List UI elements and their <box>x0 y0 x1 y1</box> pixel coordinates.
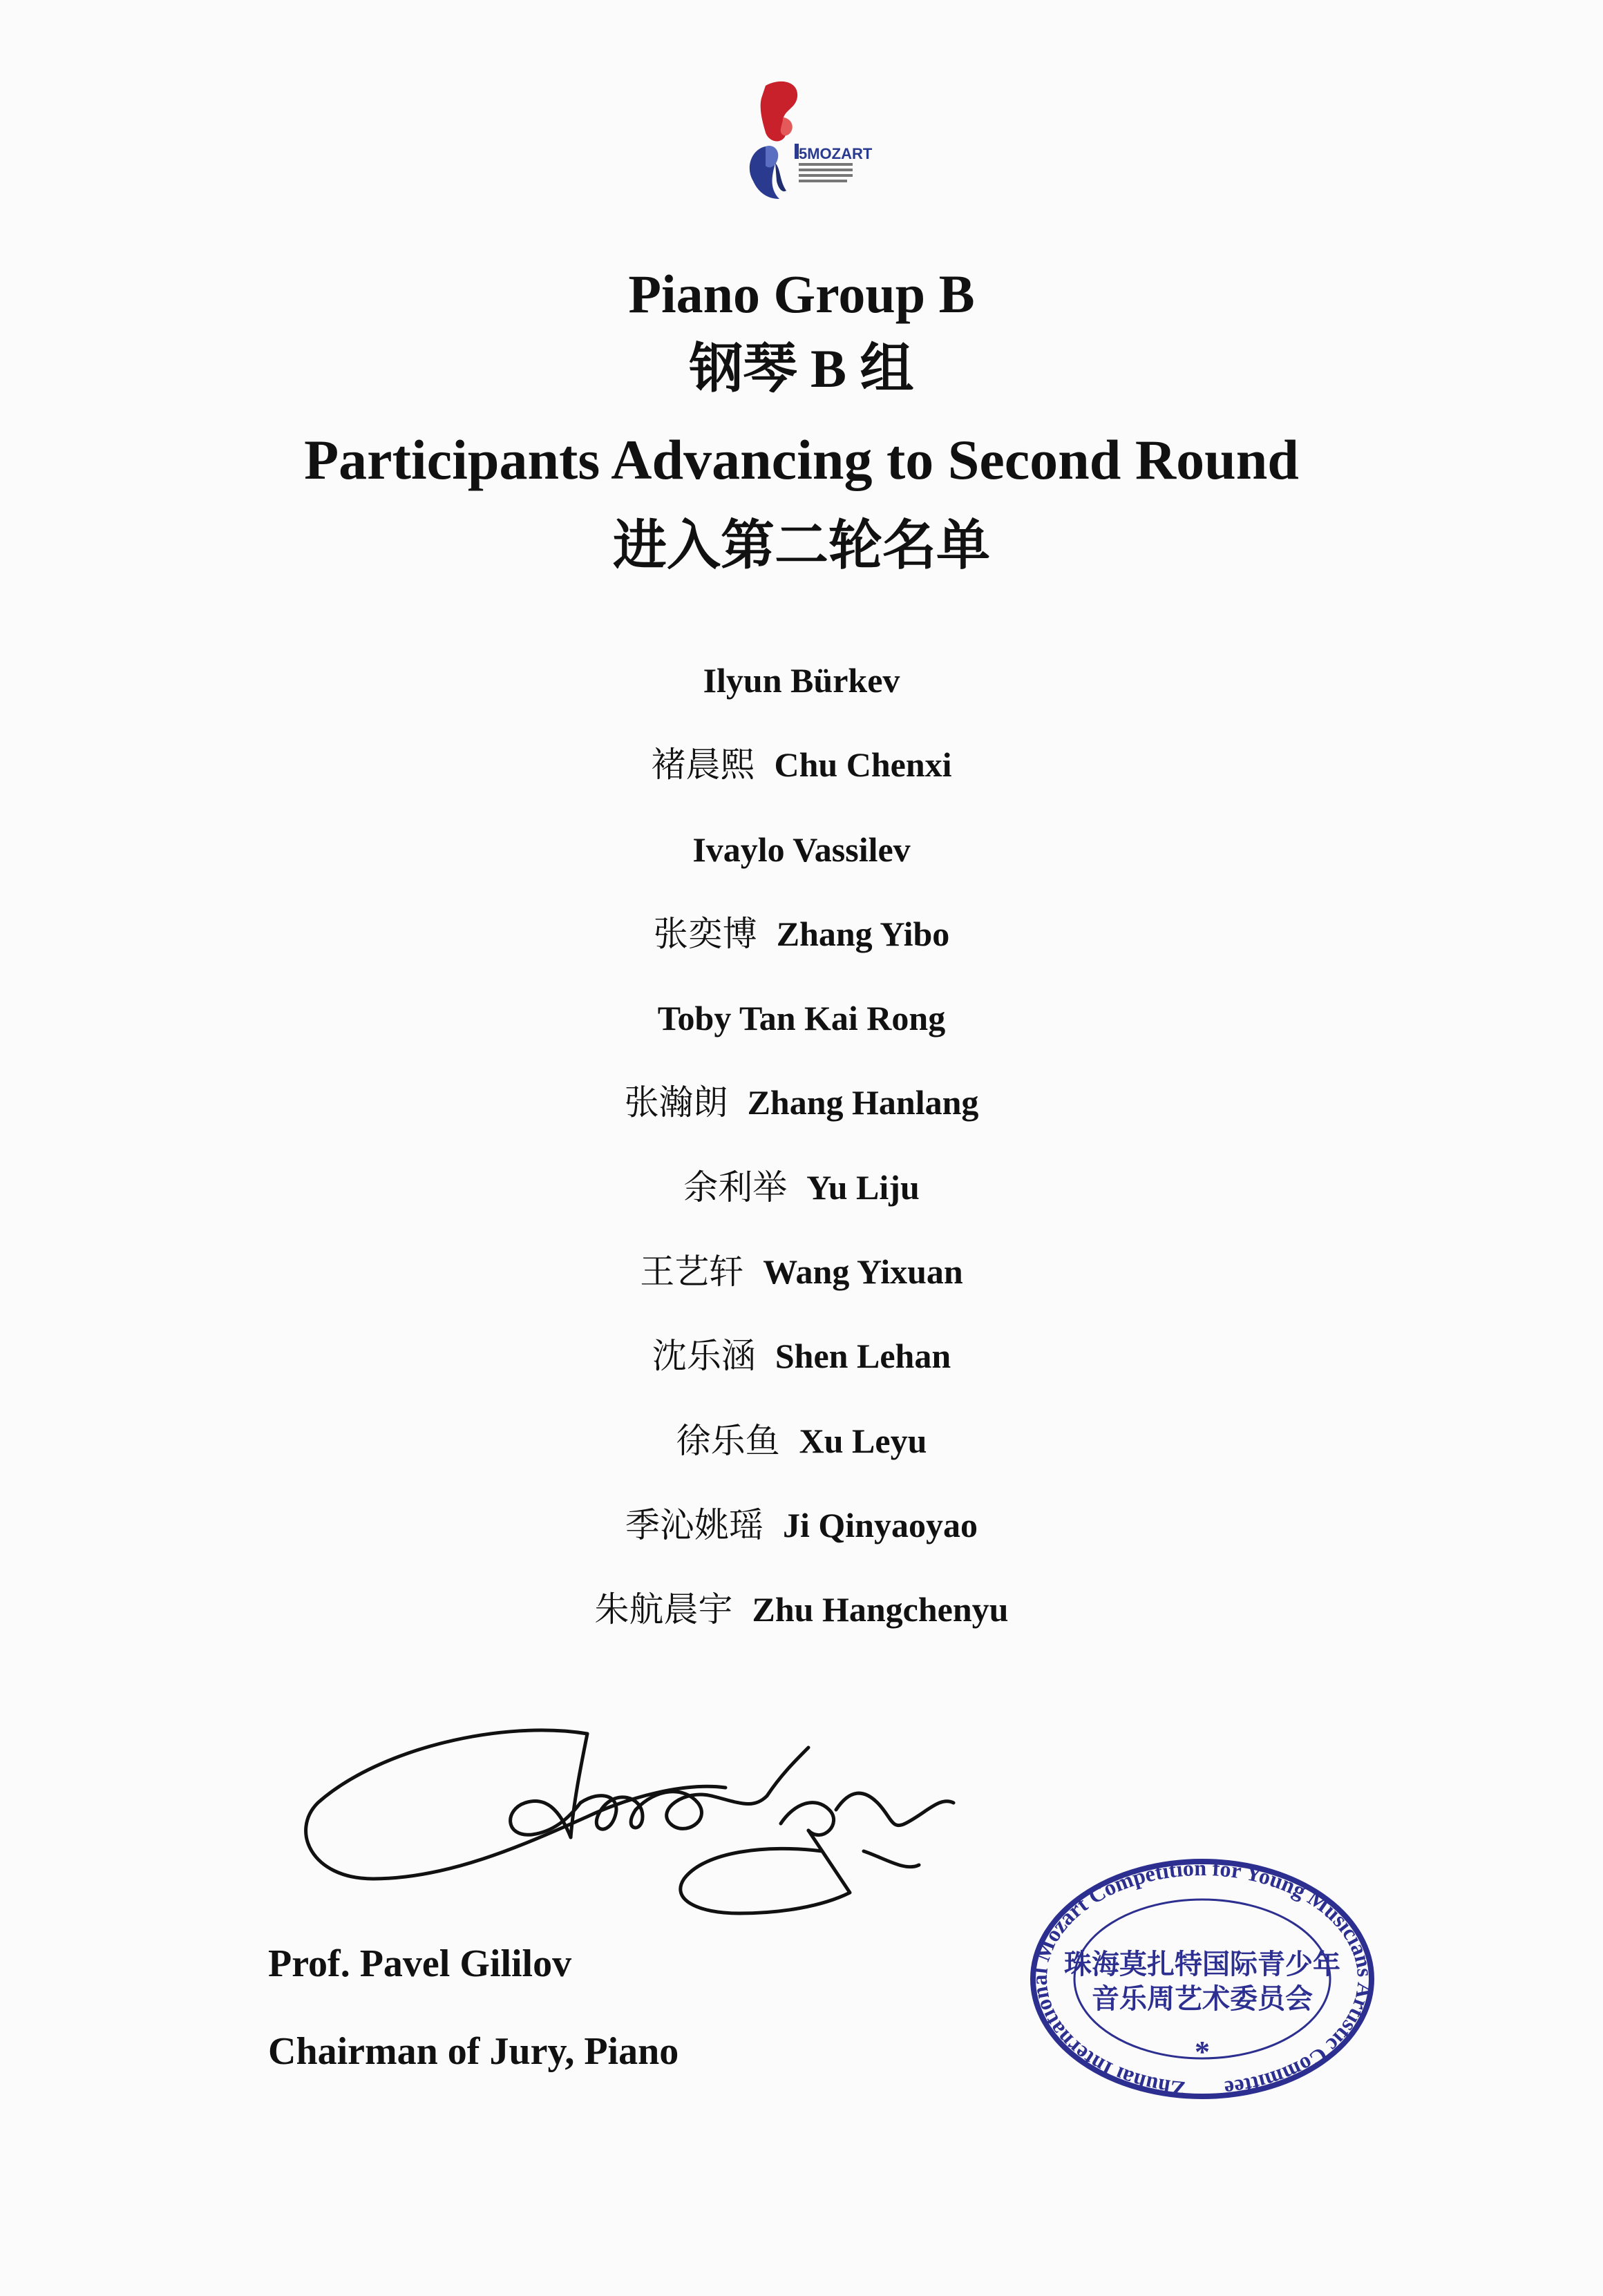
subtitle-en: Participants Advancing to Second Round <box>304 428 1299 491</box>
mozart-silhouette-logo-icon <box>738 77 873 209</box>
title-en: Piano Group B <box>628 264 975 324</box>
official-stamp <box>1026 1855 1378 2103</box>
participant-name-en: Zhang Hanlang <box>747 1083 979 1122</box>
participant-name-zh: 季沁姚瑶 <box>625 1505 763 1544</box>
participant-name-en: Toby Tan Kai Rong <box>657 999 946 1038</box>
participant-row <box>0 737 1603 821</box>
participant-name-en: Shen Lehan <box>775 1337 951 1376</box>
participant-name-en: Chu Chenxi <box>774 745 952 785</box>
stamp-line-1: 珠海莫扎特国际青少年 <box>1064 1949 1340 1980</box>
participant-name-en: Ilyun Bürkev <box>703 661 900 700</box>
logo-text: 5MOZART <box>799 145 873 162</box>
participant-name-zh: 朱航晨宇 <box>594 1590 733 1629</box>
participant-list <box>0 653 1603 1667</box>
participant-row <box>0 1413 1603 1498</box>
signer-title: Chairman of Jury, Piano <box>268 2030 679 2073</box>
participant-name-en: Xu Leyu <box>799 1421 927 1460</box>
participant-row <box>0 991 1603 1075</box>
participant-name-en: Wang Yixuan <box>763 1252 963 1292</box>
participant-name-zh: 徐乐鱼 <box>676 1421 780 1460</box>
participant-row <box>0 1244 1603 1328</box>
stamp-ring-text: Zhuhai International Mozart Competition for Young Musicians Artistic Committee <box>1026 1855 1378 2103</box>
participant-name-en: Ji Qinyaoyao <box>783 1505 978 1544</box>
stamp-line-2: 音乐周艺术委员会 <box>1092 1983 1313 2014</box>
participant-name-en: Zhang Yibo <box>776 914 950 953</box>
participant-name-zh: 张瀚朗 <box>624 1083 728 1122</box>
participant-row <box>0 1075 1603 1159</box>
subtitle-zh: 进入第二轮名单 <box>612 515 990 575</box>
signer-name: Prof. Pavel Gililov <box>268 1942 572 1985</box>
participant-row <box>0 1582 1603 1666</box>
participant-row <box>0 653 1603 737</box>
participant-name-zh: 余利举 <box>683 1167 788 1207</box>
participant-name-en: Ivaylo Vassilev <box>692 830 911 869</box>
participant-name-zh: 王艺轩 <box>640 1252 744 1292</box>
handwritten-signature <box>297 1706 988 1941</box>
competition-logo <box>738 77 873 209</box>
stamp-star-icon: * <box>1195 2035 1210 2069</box>
title-zh: 钢琴 B 组 <box>689 338 914 399</box>
participant-row <box>0 1328 1603 1413</box>
participant-row <box>0 1498 1603 1582</box>
participant-name-zh: 张奕博 <box>653 914 757 953</box>
participant-row <box>0 1160 1603 1244</box>
participant-row <box>0 822 1603 906</box>
participant-name-en: Yu Liju <box>806 1167 920 1207</box>
participant-row <box>0 906 1603 991</box>
participant-name-en: Zhu Hangchenyu <box>752 1590 1009 1629</box>
participant-name-zh: 褚晨熙 <box>651 745 755 785</box>
participant-name-zh: 沈乐涵 <box>652 1337 756 1376</box>
document-heading <box>0 261 1603 582</box>
